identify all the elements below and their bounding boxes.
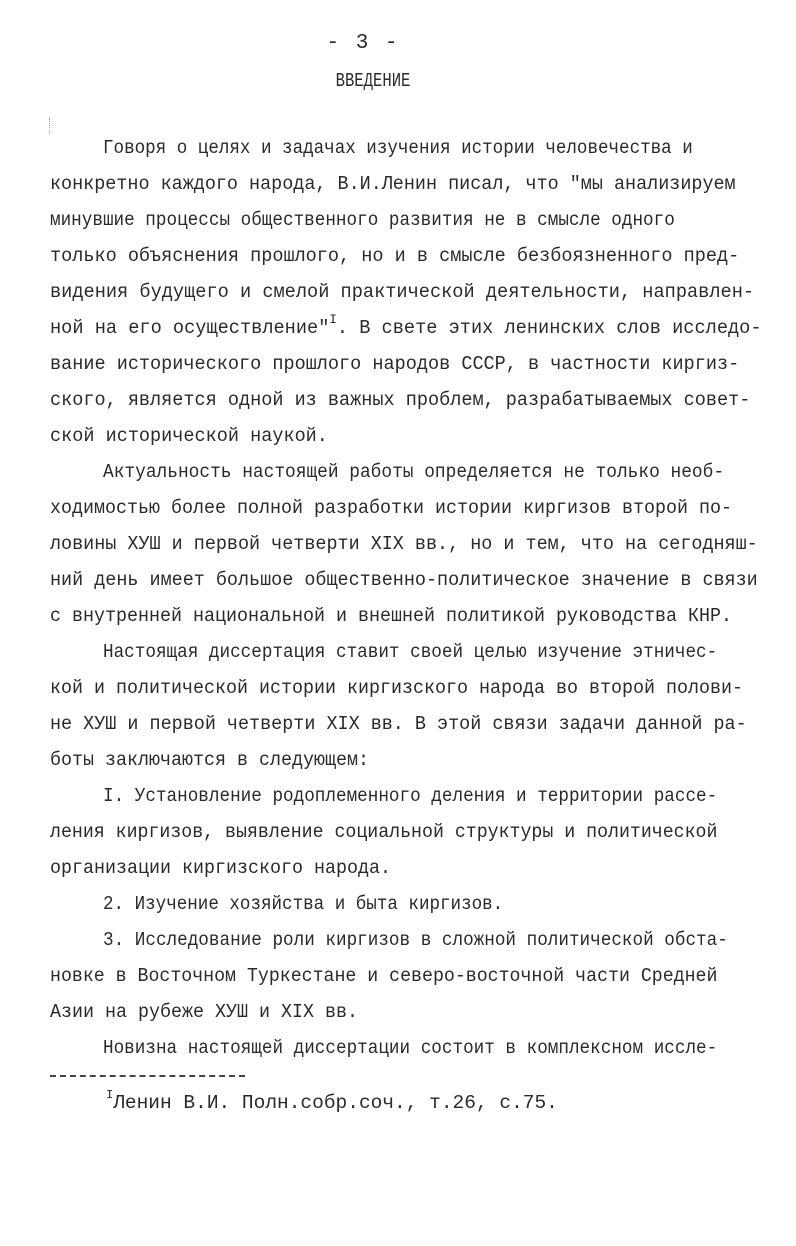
page-number: - 3 -: [326, 32, 400, 55]
footnote-mark: I: [106, 1088, 114, 1102]
text-line: Говоря о целях и задачах изучения истории человечества и: [103, 137, 693, 159]
text-line: Азии на рубеже ХУШ и XIX вв.: [50, 1001, 358, 1023]
list-item: 3. Исследование роли киргизов в сложной политической обста-: [103, 929, 728, 951]
text-line: Новизна настоящей диссертации состоит в комплексном иссле-: [103, 1037, 718, 1059]
text-line: ской исторической наукой.: [50, 425, 328, 447]
text-line: кой и политической истории киргизского народа во второй полови-: [50, 677, 744, 699]
text-line: ходимостью более полной разработки истории киргизов второй по-: [50, 497, 732, 519]
text-line: ловины ХУШ и первой четверти XIX вв., но и тем, что на сегодняш-: [50, 533, 758, 555]
text-line: с внутренней национальной и внешней политикой руководства КНР.: [50, 605, 732, 627]
footnote: [106, 1088, 558, 1120]
text-line: конкретно каждого народа, В.И.Ленин писал, что "мы анализируем: [50, 173, 736, 195]
text-line: вание исторического прошлого народов СССР, в частности киргиз-: [50, 353, 740, 375]
text-line: Настоящая диссертация ставит своей целью изучение этничес-: [103, 641, 718, 663]
text-line: минувшие процессы общественного развития не в смысле одного: [50, 209, 675, 231]
text-line: ний день имеет большое общественно-политическое значение в связи: [50, 569, 758, 591]
text-line: ной на его осуществление"$^I$. В свете этих ленинских слов исследо-: [50, 312, 762, 339]
text-line: новке в Восточном Туркестане и северо-восточной части Средней: [50, 965, 718, 987]
text-line: не ХУШ и первой четверти XIX вв. В этой связи задачи данной ра-: [50, 713, 747, 735]
footnote-text: Ленин В.И. Полн.собр.соч., т.26, с.75.: [113, 1092, 558, 1114]
list-item: I. Установление родоплеменного деления и территории рассе-: [103, 785, 718, 807]
text-line: видения будущего и смелой практической деятельности, направлен-: [50, 281, 755, 303]
scan-mark: [49, 118, 52, 134]
list-item: 2. Изучение хозяйства и быта киргизов.: [103, 893, 504, 915]
section-heading: ВВЕДЕНИЕ: [335, 70, 411, 92]
text-line: ского, является одной из важных проблем, разрабатываемых совет-: [50, 389, 751, 411]
footnote-separator: [50, 1075, 245, 1077]
text-line: ления киргизов, выявление социальной структуры и политической: [50, 821, 718, 843]
text-line: только объяснения прошлого, но и в смысле безбоязненного пред-: [50, 245, 740, 267]
text-line: боты заключаются в следующем:: [50, 749, 369, 771]
footnote-reference: I: [329, 312, 337, 327]
text-line: организации киргизского народа.: [50, 857, 391, 879]
text-line: Актуальность настоящей работы определяется не только необ-: [103, 461, 725, 483]
